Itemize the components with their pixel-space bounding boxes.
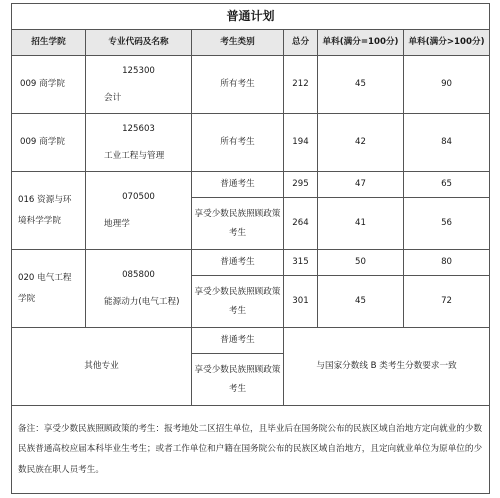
major-name: 能源动力(电气工程) [104, 296, 180, 307]
cell-category: 普通考生 [192, 250, 284, 276]
cell-single-100: 41 [318, 198, 404, 250]
cell-other-note: 与国家分数线 B 类考生分数要求一致 [284, 328, 490, 406]
major-code: 125603 [122, 124, 155, 135]
cell-category: 所有考生 [192, 114, 284, 172]
cell-category: 所有考生 [192, 56, 284, 114]
cell-single-gt100: 56 [404, 198, 490, 250]
header-single-100: 单科(满分=100分) [318, 30, 404, 56]
major-name: 地理学 [104, 218, 130, 229]
major-code: 085800 [122, 270, 155, 281]
major-name: 工业工程与管理 [104, 150, 165, 161]
table-row [12, 172, 490, 198]
major-code: 070500 [122, 192, 155, 203]
header-single-gt100: 单科(满分>100分) [404, 30, 490, 56]
major-code: 125300 [122, 66, 155, 77]
cell-category: 普通考生 [192, 172, 284, 198]
major-name: 会计 [104, 92, 122, 103]
cell-single-100: 45 [318, 276, 404, 328]
cell-single-gt100: 84 [404, 114, 490, 172]
cell-college: 020 电气工程学院 [12, 250, 86, 328]
table-row [12, 328, 490, 354]
admission-score-table-container [11, 3, 489, 494]
cell-single-100: 47 [318, 172, 404, 198]
cell-single-gt100: 72 [404, 276, 490, 328]
cell-major [86, 250, 192, 328]
table-row [12, 114, 490, 172]
cell-single-100: 45 [318, 56, 404, 114]
cell-college: 009 商学院 [12, 56, 86, 114]
cell-total: 295 [284, 172, 318, 198]
header-major: 专业代码及名称 [86, 30, 192, 56]
cell-other-majors: 其他专业 [12, 328, 192, 406]
cell-single-100: 42 [318, 114, 404, 172]
cell-total: 315 [284, 250, 318, 276]
header-total: 总分 [284, 30, 318, 56]
table-row [12, 250, 490, 276]
header-college: 招生学院 [12, 30, 86, 56]
table-title: 普通计划 [12, 4, 490, 30]
cell-category: 享受少数民族照顾政策考生 [192, 354, 284, 406]
cell-college: 009 商学院 [12, 114, 86, 172]
cell-college: 016 资源与环境科学学院 [12, 172, 86, 250]
cell-total: 264 [284, 198, 318, 250]
cell-category: 享受少数民族照顾政策考生 [192, 276, 284, 328]
admission-score-table [11, 3, 490, 494]
cell-single-100: 50 [318, 250, 404, 276]
cell-total: 194 [284, 114, 318, 172]
table-row [12, 56, 490, 114]
cell-single-gt100: 90 [404, 56, 490, 114]
footnote: 备注：享受少数民族照顾政策的考生：报考地处二区招生单位，且毕业后在国务院公布的民族区域自治地方定向就业的少数民族普通高校应届本科毕业生考生；或者工作单位和户籍在国务院公布的民族区域自治地方，且定向就业单位为原单位的少数民族在职人员考生。 [12, 406, 490, 494]
cell-category: 享受少数民族照顾政策考生 [192, 198, 284, 250]
cell-major [86, 114, 192, 172]
cell-category: 普通考生 [192, 328, 284, 354]
cell-major [86, 56, 192, 114]
cell-major [86, 172, 192, 250]
cell-single-gt100: 80 [404, 250, 490, 276]
cell-total: 301 [284, 276, 318, 328]
cell-single-gt100: 65 [404, 172, 490, 198]
cell-total: 212 [284, 56, 318, 114]
header-category: 考生类别 [192, 30, 284, 56]
